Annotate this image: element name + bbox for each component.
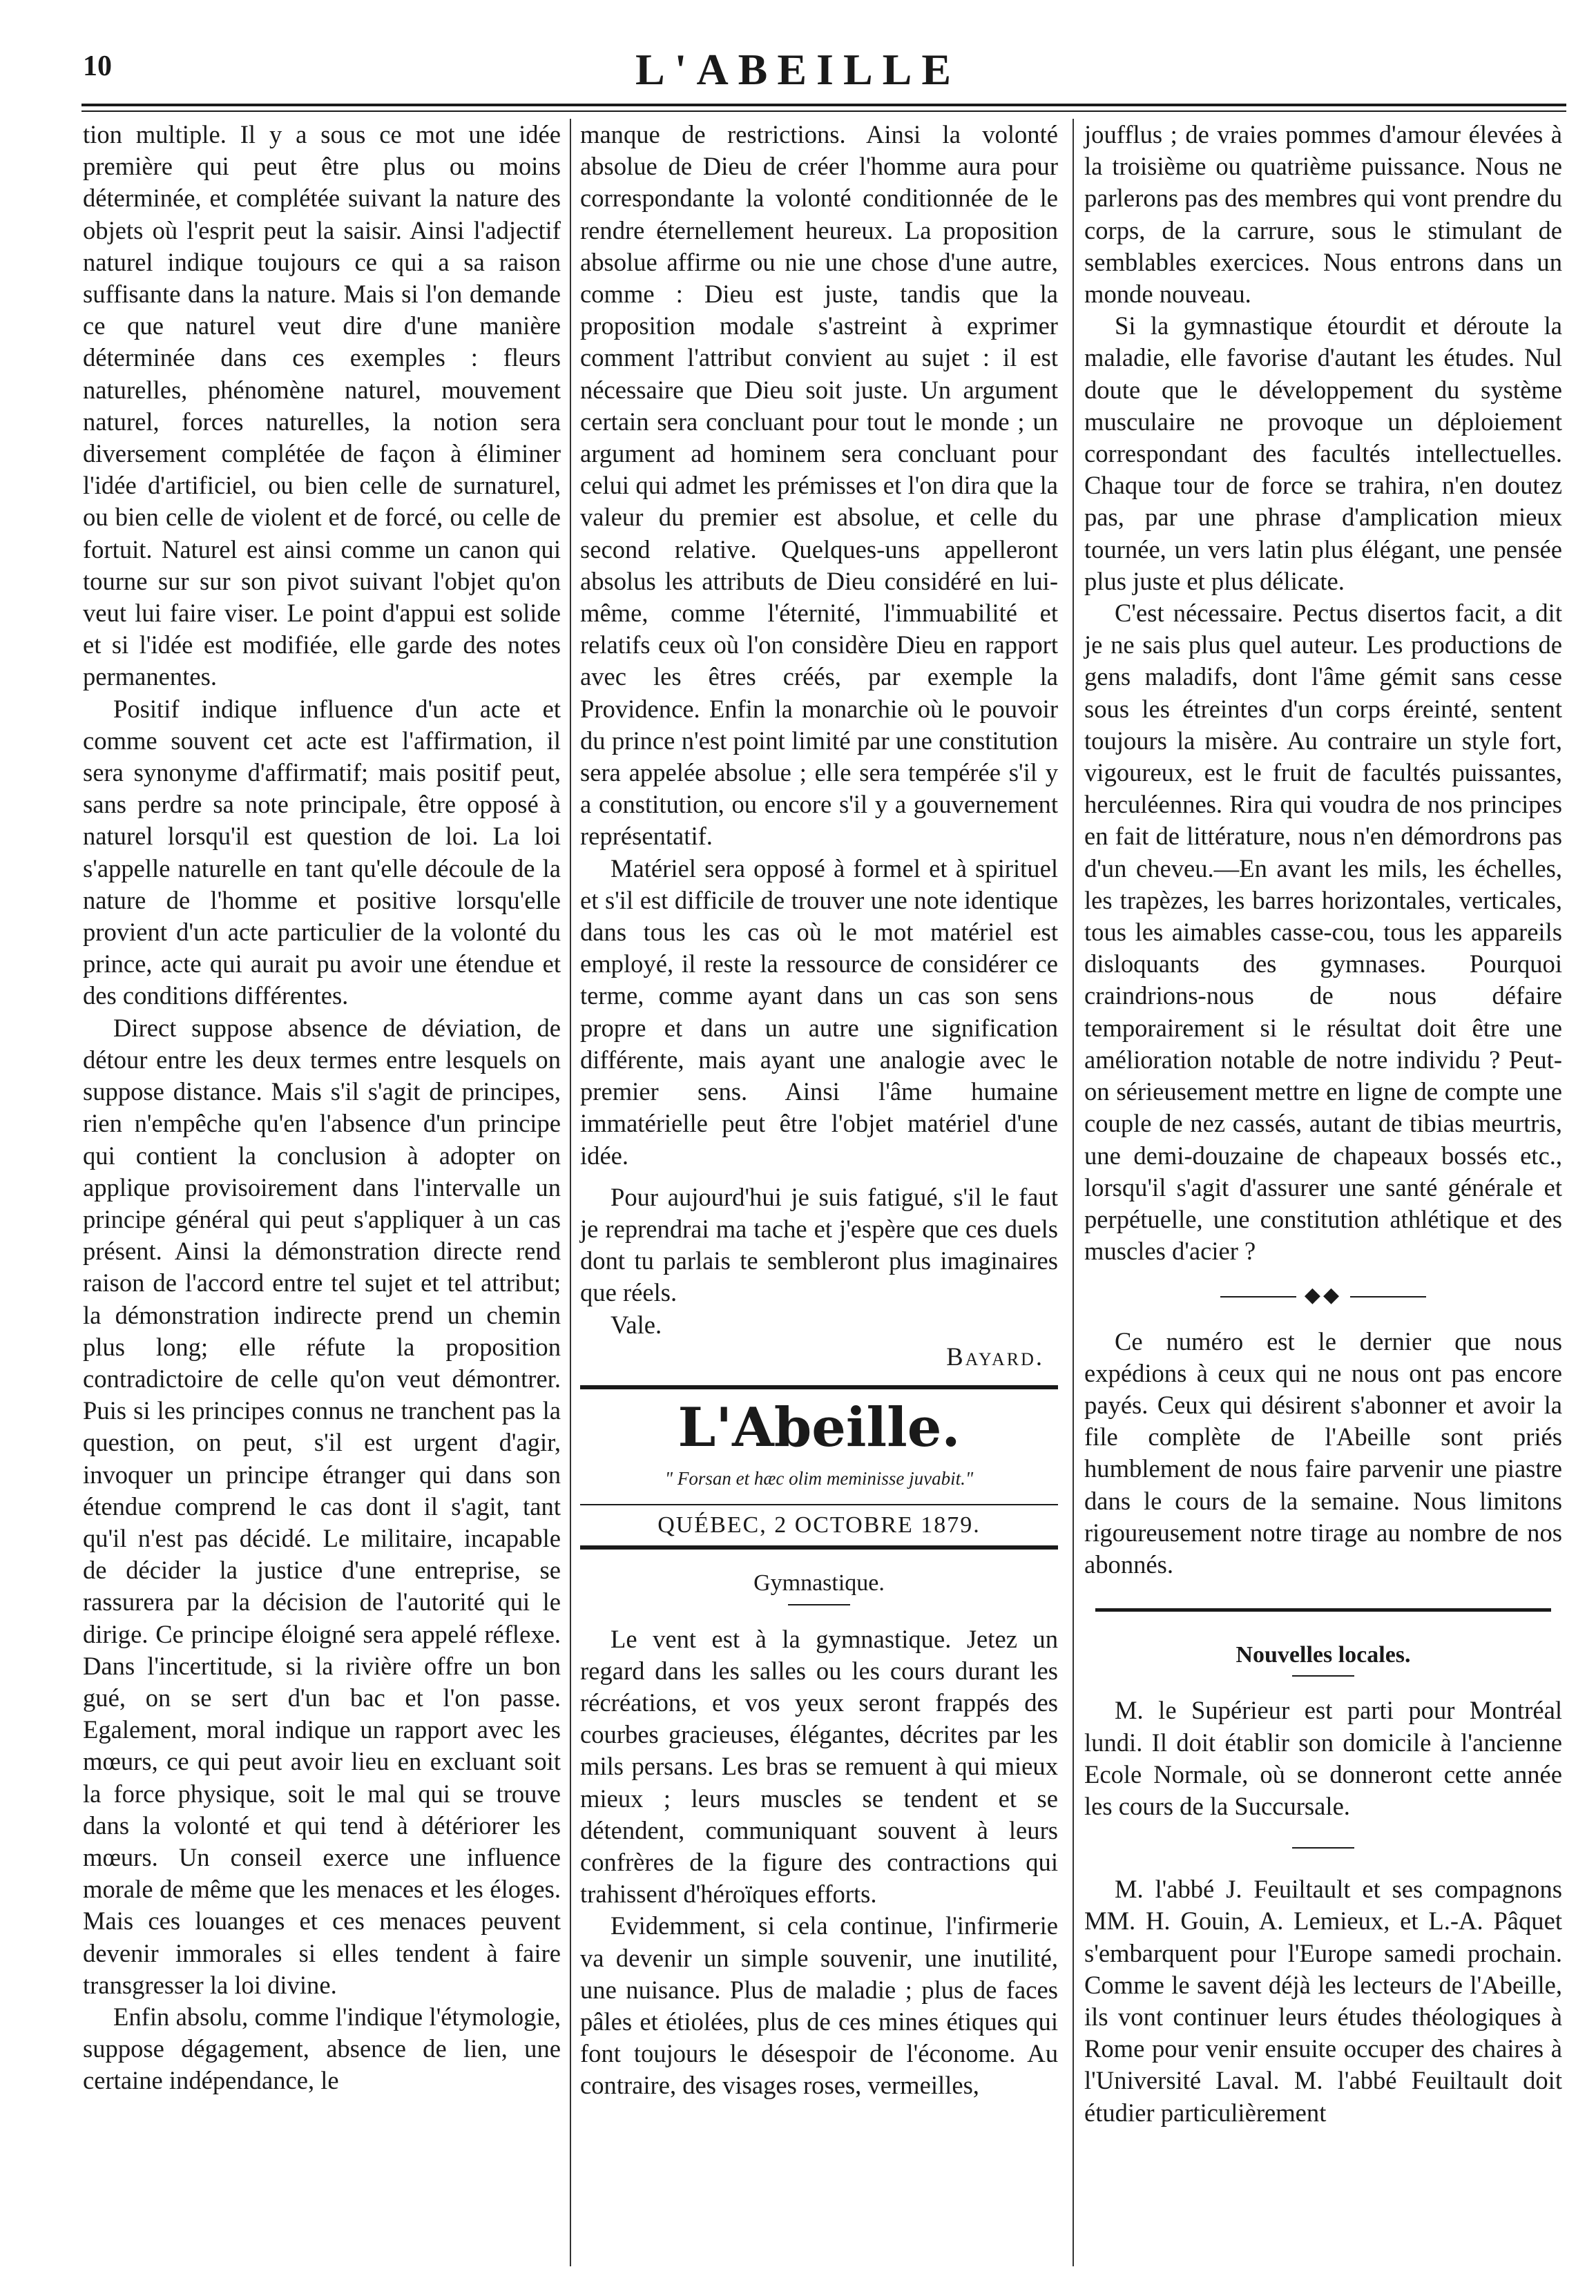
paragraph: M. l'abbé J. Feuiltault et ses compagnons MM. H. Gouin, A. Lemieux, et L.-A. Pâquet s'embarquent pour l'Europe samedi prochain. Comme le savent déjà les lecteurs de l'Abeille, ils vont continuer leurs études théologiques à Rome pour venir ensuite occuper des chaires à l'Université Laval. M. l'abbé Feuiltault doit étudier particulièrement [1084,1875,1562,2127]
masthead-title: L'Abeille. [677,1396,961,1459]
page-number: 10 [83,50,112,82]
column-3 [1084,119,1562,2129]
running-title: L'ABEILLE [635,45,961,94]
dateline: QUÉBEC, 2 OCTOBRE 1879. [657,1512,981,1538]
paragraph: Direct suppose absence de déviation, de détour entre les deux termes entre lesquels on suppose distance. Mais s'il s'agit de principes, rien n'empêche qu'en l'absence d'un principe qui contient la conclusion à adopter on applique provisoirement dans l'intervalle un principe général qui peut s'appliquer à un cas présent. Ainsi la démonstration directe rend raison de l'accord entre tel sujet et tel attribut; la démonstration indirecte prend un chemin plus long; elle réfute la proposition contradictoire de celle qu'on veut démontrer. Puis si les principes connus ne tranchent pas la question, on peut, s'il est urgent d'agir, invoquer un principe étranger qui dans son étendue comprend le cas dont il s'agit, tant qu'il n'est pas décidé. Le militaire, incapable de décider la justice d'une entreprise, se rassurera par la décision de l'autorité qui le dirige. Ce principe éloigné sera appelé réflexe. Dans l'incertitude, si la rivière offre un bon gué, on se sert d'un bac et l'on passe. Egalement, moral indique un rapport avec les mœurs, ce qui peut avoir lieu en excluant soit la force physique, soit le mal qui se trouve dans la volonté et qui tend à détériorer les mœurs. Un conseil exerce une influence morale de même que les menaces et les éloges. Mais ces louanges et ces menaces peuvent devenir immorales si elles tendent à faire transgresser la loi divine. [83,1013,561,1999]
dateline-rule-thick [580,1545,1058,1550]
column-2 [580,119,1058,2102]
paragraph: Pour aujourd'hui je suis fatigué, s'il le faut je reprendrai ma tache et j'espère que ces duels dont tu parlais te sembleront plus imaginaires que réels. [580,1182,1058,1307]
paragraph: Le vent est à la gymnastique. Jetez un regard dans les salles ou les cours durant les récréations, et vos yeux seront frappés des courbes gracieuses, élégantes, décrites par les mils persans. Les bras se remuent à qui mieux mieux ; leurs muscles se tendent et se détendent, communiquant souvent à leurs confrères de la figure des contractions qui trahissent d'héroïques efforts. [580,1624,1058,1909]
section-rule [1095,1608,1551,1612]
paragraph: Ce numéro est le dernier que nous expédions à ceux qui ne nous ont pas encore payés. Ceux qui désirent s'abonner et avoir la file complète de l'Abeille sont priés humblement de nous faire parvenir une piastre dans le cours de la semaine. Nous limitons rigoureusement notre tirage au nombre de nos abonnés. [1084,1327,1562,1579]
masthead-rule [580,1385,1058,1389]
paragraph: Positif indique influence d'un acte et comme souvent cet acte est l'affirmation, il sera synonyme d'affirmatif; mais positif peut, sans perdre sa note principale, être opposé à naturel lorsqu'il est question de loi. La loi s'appelle naturelle en tant qu'elle découle de la nature de l'homme et positive lorsqu'elle provient d'un acte particulier de la volonté du prince, acte qui aurait pu avoir une étendue et des conditions différentes. [83,694,561,1010]
column-divider [1073,119,1074,2266]
paragraph: C'est nécessaire. Pectus disertos facit, a dit je ne sais plus quel auteur. Les productions de gens maladifs, dont l'âme gémit sans cesse sous les étreintes d'un corps éreinté, sentent toujours la misère. Au contraire un style fort, vigoureux, est le fruit de facultés puissantes, herculéennes. Rira qui voudra de nos principes en fait de littérature, nous n'en démordrons pas d'un cheveu.—En avant les mils, les échelles, les trapèzes, les barres horizontales, verticales, tous les aimables casse-cou, tous les appareils disloquants des gymnases. Pourquoi craindrions-nous de nous défaire temporairement si le résultat doit être une amélioration notable de notre individu ? Peut-on sérieusement mettre en ligne de compte une couple de nez cassés, autant de tibias meurtris, une demi-douzaine de chapeaux bossés etc., lorsqu'il s'agit d'assurer une santé générale et perpétuelle, une constitution athlétique et des muscles d'acier ? [1084,599,1562,1266]
masthead-motto: " Forsan et hæc olim meminisse juvabit." [664,1467,974,1489]
paragraph: M. le Supérieur est parti pour Montréal lundi. Il doit établir son domicile à l'ancienne Ecole Normale, où se donneront cette année les cours de la Succursale. [1084,1696,1562,1820]
item-rule [1292,1847,1354,1849]
paragraph: Matériel sera opposé à formel et à spirituel et s'il est difficile de trouver une note identique dans tous les cas où le mot matériel est employé, il reste la ressource de considérer ce terme, comme ayant dans un cas son sens propre et dans un autre une signification différente, mais ayant une analogie avec le premier sens. Ainsi l'âme humaine immatérielle peut être l'objet matériel d'une idée. [580,853,1058,1170]
dateline-rule [580,1504,1058,1505]
paragraph: joufflus ; de vraies pommes d'amour élevées à la troisième ou quatrième puissance. Nous ne parlerons pas des membres qui vont prendre du corps, de la carrure, sous le stimulant de semblables exercices. Nous entrons dans un monde nouveau. [1084,120,1562,309]
paragraph: tion multiple. Il y a sous ce mot une idée première qui peut être plus ou moins déterminée, et complétée suivant la nature des objets où l'esprit peut la saisir. Ainsi l'adjectif naturel indique toujours ce qui a sa raison suffisante dans la nature. Mais si l'on demande ce que naturel veut dire d'une manière déterminée dans ces exemples : fleurs naturelles, phénomène naturel, mouvement naturel, forces naturelles, la notion sera diversement complétée de façon à éliminer l'idée d'artificiel, ou bien celle de surnaturel, ou bien celle de violent et de forcé, ou celle de fortuit. Naturel est ainsi comme un canon qui tourne sur sur son pivot suivant l'objet qu'on veut lui faire viser. Le point d'appui est solide et si l'idée est modifiée, elle garde des notes permanentes. [83,120,561,691]
closing-salutation: Vale. [610,1310,662,1339]
header-rule-thin [81,110,1566,112]
title-rule [788,1604,850,1605]
paragraph: Si la gymnastique étourdit et déroute la maladie, elle favorise d'autant les études. Nul doute que le développement du système musculaire ne provoque un déploiement correspondant des facultés intellectuelles. Chaque tour de force se trahira, n'en doutez pas, par une phrase d'amplication mieux tournée, un vers latin plus élégant, une pensée plus juste et plus délicate. [1084,311,1562,595]
author-signature: Bayard. [946,1342,1044,1371]
section-title: Gymnastique. [753,1570,885,1596]
paragraph: Evidemment, si cela continue, l'infirmerie va devenir un simple souvenir, une inutilité, une nuisance. Plus de maladie ; plus de faces pâles et étiolées, plus de ces mines étiques qui font toujours le désespoir de l'économe. Au contraire, des visages roses, vermeilles, [580,1911,1058,2100]
header-rule [81,104,1566,106]
section-title: Nouvelles locales. [1236,1642,1411,1668]
column-divider [570,119,571,2266]
paragraph: manque de restrictions. Ainsi la volonté absolue de Dieu de créer l'homme aura pour correspondante la volonté conditionnée de le rendre éternellement heureux. La proposition absolue affirme ou nie une chose d'une autre, comme : Dieu est juste, tandis que la proposition modale s'astreint à exprimer comment l'attribut convient au sujet : il est nécessaire que Dieu soit juste. Un argument certain sera concluant pour tout le monde ; un argument ad hominem sera concluant pour celui qui admet les prémisses et l'on dira que la valeur du premier est absolue, et celle du second relative. Quelques-uns appelleront absolus les attributs de Dieu considéré en lui-même, comme l'éternité, l'immuabilité et relatifs ceux où l'on considère Dieu en rapport avec les êtres créés, par exemple la Providence. Enfin la monarchie où le pouvoir du prince n'est point limité par une constitution sera appelée absolue ; elle sera tempérée s'il y a constitution, ou encore s'il y a gouvernement représentatif. [580,120,1058,851]
title-rule [1292,1675,1354,1677]
ornament-divider: ◆◆ [1084,1280,1562,1311]
paragraph: Enfin absolu, comme l'indique l'étymologie, suppose dégagement, absence de lien, une certaine indépendance, le [83,2002,561,2095]
column-1 [83,119,561,2097]
